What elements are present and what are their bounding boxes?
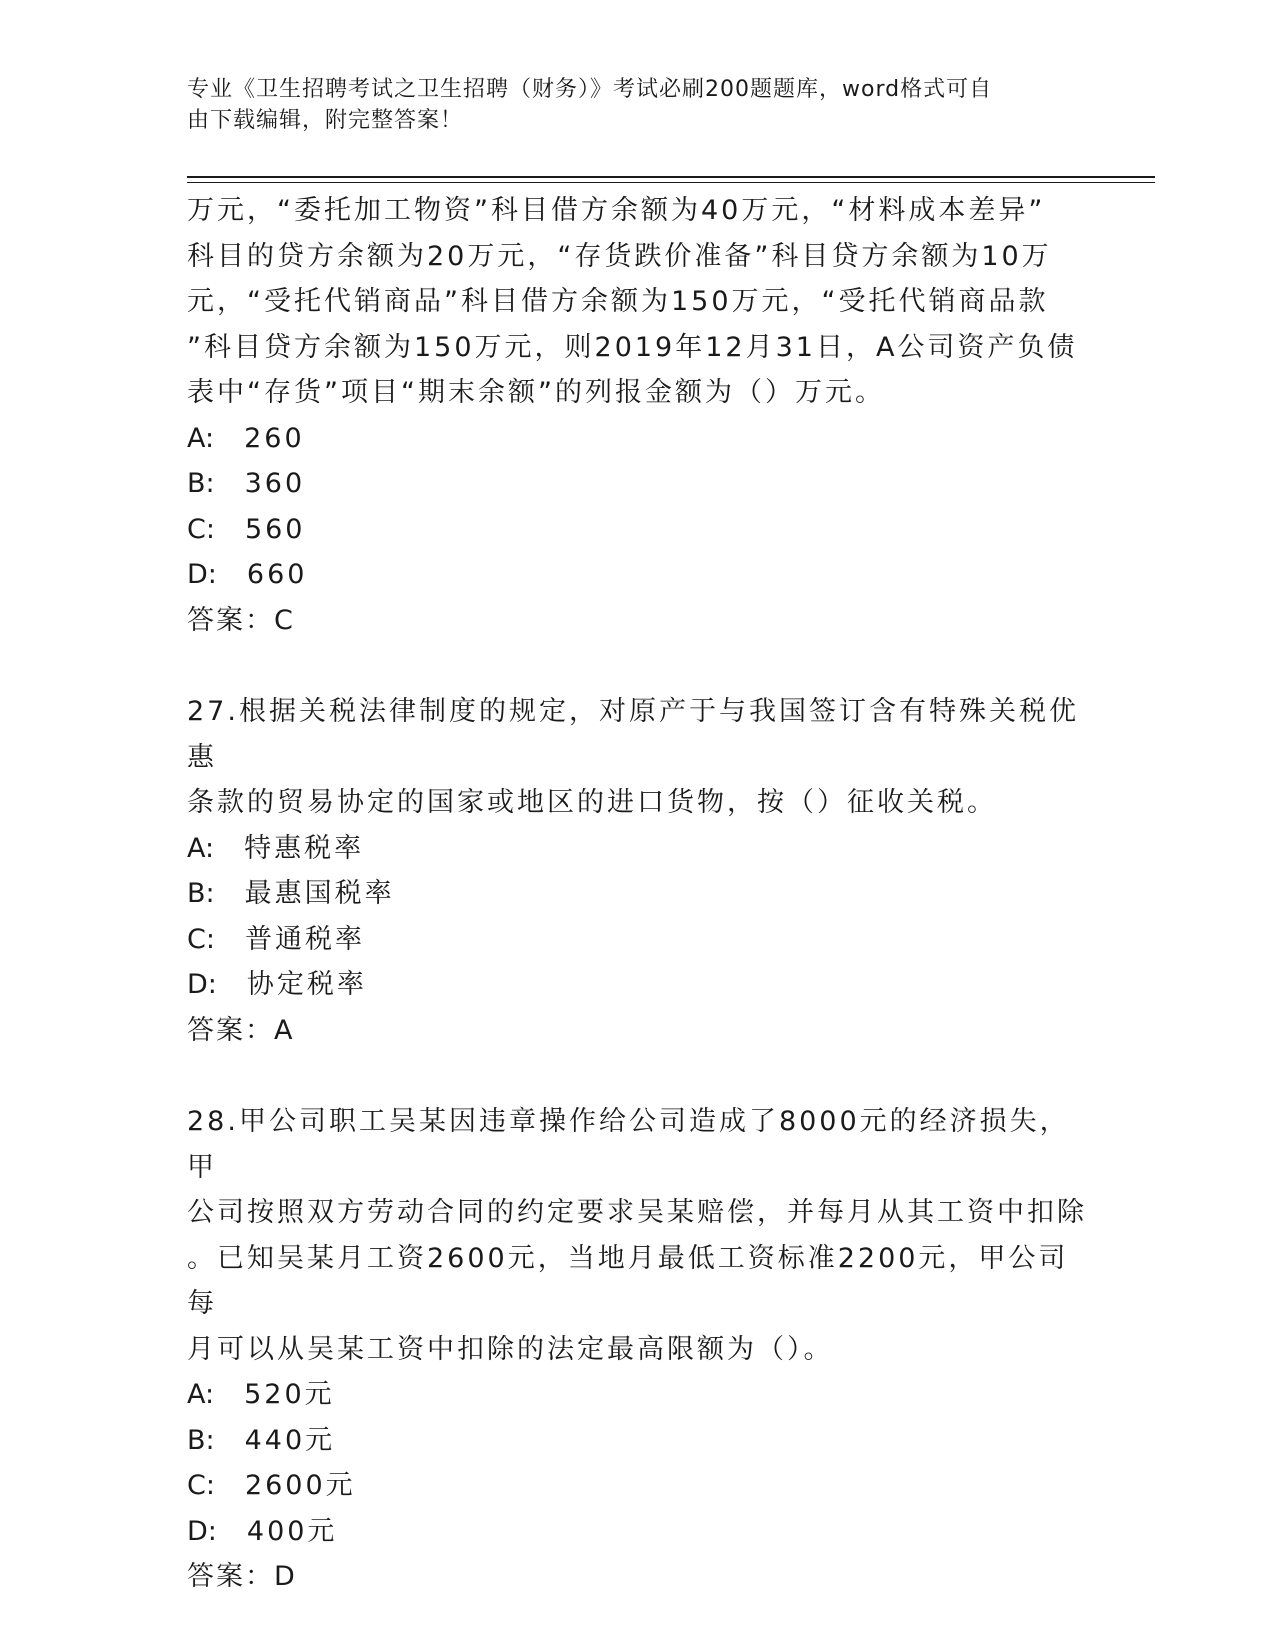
question-26-option-b: B: 360	[187, 468, 306, 499]
header-divider-thick	[187, 176, 1155, 178]
question-28-answer: 答案：D	[187, 1561, 297, 1592]
question-28-line-1: 28.甲公司职工吴某因违章操作给公司造成了8000元的经济损失，甲	[187, 1106, 1070, 1183]
question-26-line-4: ”科目贷方余额为150万元，则2019年12月31日，A公司资产负债	[187, 331, 1078, 363]
question-28-option-b: B: 440元	[187, 1424, 336, 1456]
question-28-option-a: A: 520元	[187, 1379, 335, 1410]
question-26-line-5: 表中“存货”项目“期末余额”的列报金额为（）万元。	[187, 377, 885, 408]
question-26-line-1: 万元，“委托加工物资”科目借方余额为40万元，“材料成本差异”	[187, 195, 1046, 226]
question-28-line-3: 。已知吴某月工资2600元，当地月最低工资标准2200元，甲公司每	[187, 1242, 1069, 1319]
question-27-line-1: 27.根据关税法律制度的规定，对原产于与我国签订含有特殊关税优惠	[187, 696, 1079, 773]
question-27-line-2: 条款的贸易协定的国家或地区的进口货物，按（）征收关税。	[187, 787, 997, 818]
question-27	[187, 689, 1087, 1053]
question-27-option-b: B: 最惠国税率	[187, 878, 395, 909]
question-27-option-c: C: 普通税率	[187, 923, 365, 955]
question-26-option-c: C: 560	[187, 513, 306, 545]
question-28-option-c: C: 2600元	[187, 1470, 356, 1501]
question-27-option-a: A: 特惠税率	[187, 832, 365, 864]
header-line-1: 专业《卫生招聘考试之卫生招聘（财务）》考试必刷200题题库，word格式可自	[187, 77, 993, 102]
question-26	[187, 188, 1087, 643]
question-27-option-d: D: 协定税率	[187, 969, 367, 1000]
question-26-option-a: A: 260	[187, 422, 305, 454]
document-header	[187, 74, 1067, 136]
question-28-line-2: 公司按照双方劳动合同的约定要求吴某赔偿，并每月从其工资中扣除	[187, 1197, 1087, 1228]
question-26-line-2: 科目的贷方余额为20万元，“存货跌价准备”科目贷方余额为10万	[187, 240, 1052, 272]
question-26-option-d: D: 660	[187, 559, 308, 590]
header-line-2: 由下载编辑，附完整答案！	[187, 108, 464, 133]
question-28-line-4: 月可以从吴某工资中扣除的法定最高限额为（）。	[187, 1333, 834, 1365]
document-body	[187, 188, 1087, 1600]
question-26-answer: 答案：C	[187, 604, 295, 636]
question-27-answer: 答案：A	[187, 1014, 295, 1046]
question-28	[187, 1099, 1087, 1600]
question-28-option-d: D: 400元	[187, 1515, 338, 1547]
header-divider-thin	[187, 182, 1155, 183]
question-26-line-3: 元，“受托代销商品”科目借方余额为150万元，“受托代销商品款	[187, 286, 1049, 317]
